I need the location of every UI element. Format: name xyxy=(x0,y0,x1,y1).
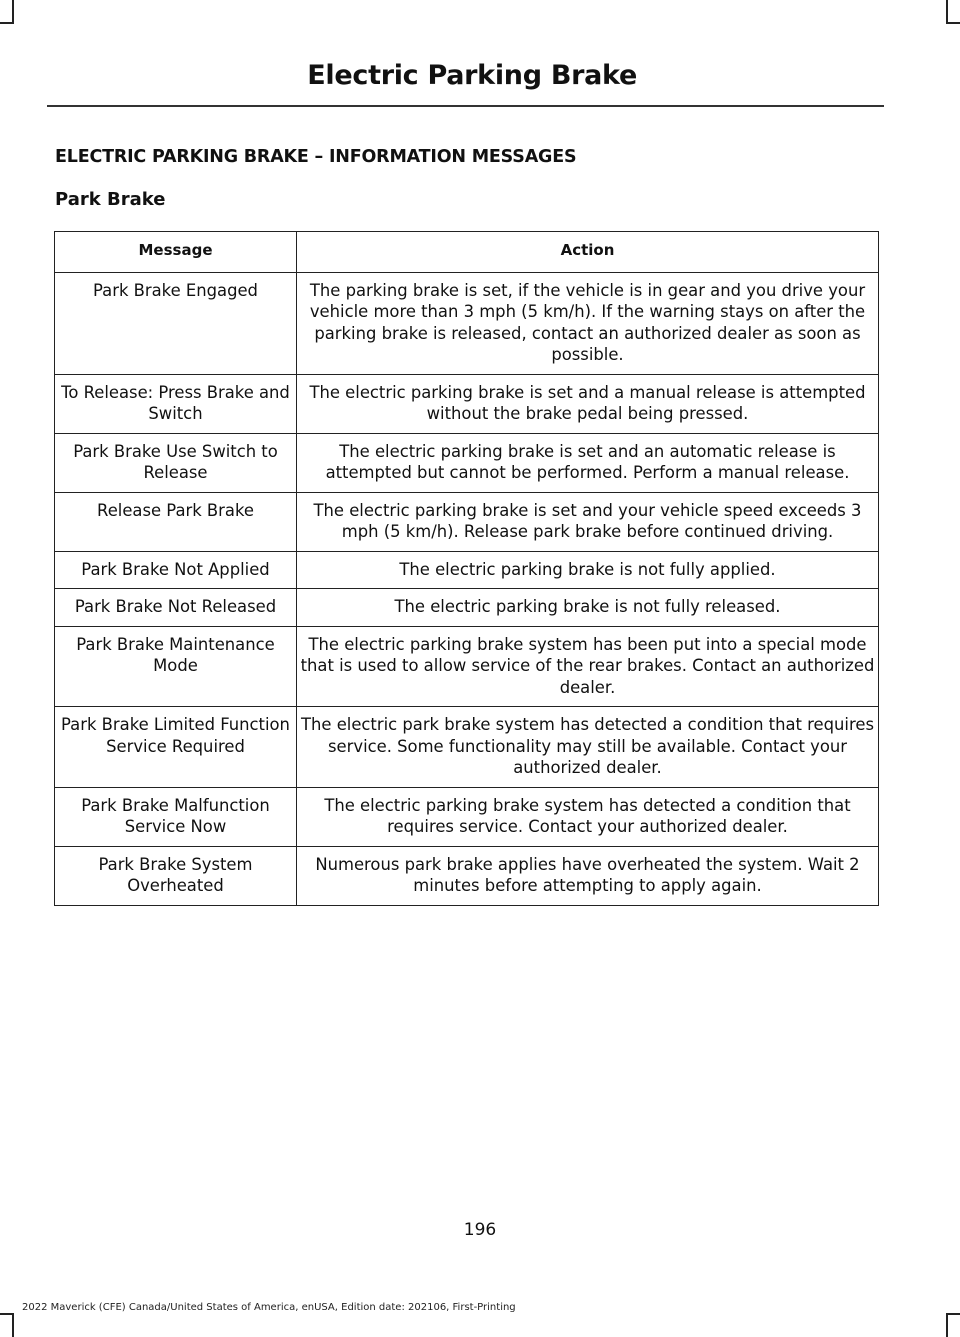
table-row xyxy=(55,551,879,589)
message-cell: Park Brake Use Switch to Release xyxy=(55,433,297,492)
crop-mark-top-right-h xyxy=(946,22,960,24)
action-cell: The electric parking brake system has detected a condition that requires service. Contact your authorized dealer. xyxy=(297,787,879,846)
action-cell: Numerous park brake applies have overheated the system. Wait 2 minutes before attempting to apply again. xyxy=(297,846,879,905)
header-divider xyxy=(47,105,884,107)
message-cell: Park Brake System Overheated xyxy=(55,846,297,905)
message-cell: Park Brake Engaged xyxy=(55,272,297,374)
message-cell: Park Brake Limited Function Service Required xyxy=(55,707,297,788)
footer-edition-info: 2022 Maverick (CFE) Canada/United States of America, enUSA, Edition date: 202106, First-Printing xyxy=(22,1302,516,1313)
action-cell: The parking brake is set, if the vehicle is in gear and you drive your vehicle more than 3 mph (5 km/h). If the warning stays on after the parking brake is released, contact an authorized dealer as soon as possible. xyxy=(297,272,879,374)
crop-mark-bottom-right-h xyxy=(946,1313,960,1315)
crop-mark-bottom-left-v xyxy=(12,1313,14,1337)
action-cell: The electric park brake system has detected a condition that requires service. Some functionality may still be available. Contact your authorized dealer. xyxy=(297,707,879,788)
table-row xyxy=(55,707,879,788)
page-number: 196 xyxy=(463,1220,497,1240)
table-row xyxy=(55,374,879,433)
message-cell: Release Park Brake xyxy=(55,492,297,551)
table-row xyxy=(55,787,879,846)
crop-mark-bottom-right-v xyxy=(946,1313,948,1337)
message-cell: To Release: Press Brake and Switch xyxy=(55,374,297,433)
crop-mark-top-right-v xyxy=(946,0,948,22)
message-cell: Park Brake Maintenance Mode xyxy=(55,626,297,707)
table-row xyxy=(55,626,879,707)
table-row xyxy=(55,492,879,551)
column-header-message: Message xyxy=(55,232,297,273)
action-cell: The electric parking brake is not fully applied. xyxy=(297,551,879,589)
message-cell: Park Brake Malfunction Service Now xyxy=(55,787,297,846)
page-header-title: Electric Parking Brake xyxy=(307,60,637,91)
action-cell: The electric parking brake is set and an automatic release is attempted but cannot be performed. Perform a manual release. xyxy=(297,433,879,492)
crop-mark-bottom-left-h xyxy=(0,1313,14,1315)
action-cell: The electric parking brake is set and your vehicle speed exceeds 3 mph (5 km/h). Release park brake before continued driving. xyxy=(297,492,879,551)
table-header-row xyxy=(55,232,879,273)
message-cell: Park Brake Not Applied xyxy=(55,551,297,589)
table-row xyxy=(55,433,879,492)
action-cell: The electric parking brake is not fully released. xyxy=(297,589,879,627)
crop-mark-top-left-v xyxy=(12,0,14,22)
action-cell: The electric parking brake is set and a manual release is attempted without the brake pedal being pressed. xyxy=(297,374,879,433)
column-header-action: Action xyxy=(297,232,879,273)
information-messages-table xyxy=(54,231,879,906)
table-row xyxy=(55,846,879,905)
message-cell: Park Brake Not Released xyxy=(55,589,297,627)
crop-mark-top-left-h xyxy=(0,22,14,24)
action-cell: The electric parking brake system has been put into a special mode that is used to allow service of the rear brakes. Contact an authorized dealer. xyxy=(297,626,879,707)
section-title: ELECTRIC PARKING BRAKE – INFORMATION MESSAGES xyxy=(55,147,577,167)
table-row xyxy=(55,272,879,374)
table-row xyxy=(55,589,879,627)
subsection-title: Park Brake xyxy=(55,189,166,210)
